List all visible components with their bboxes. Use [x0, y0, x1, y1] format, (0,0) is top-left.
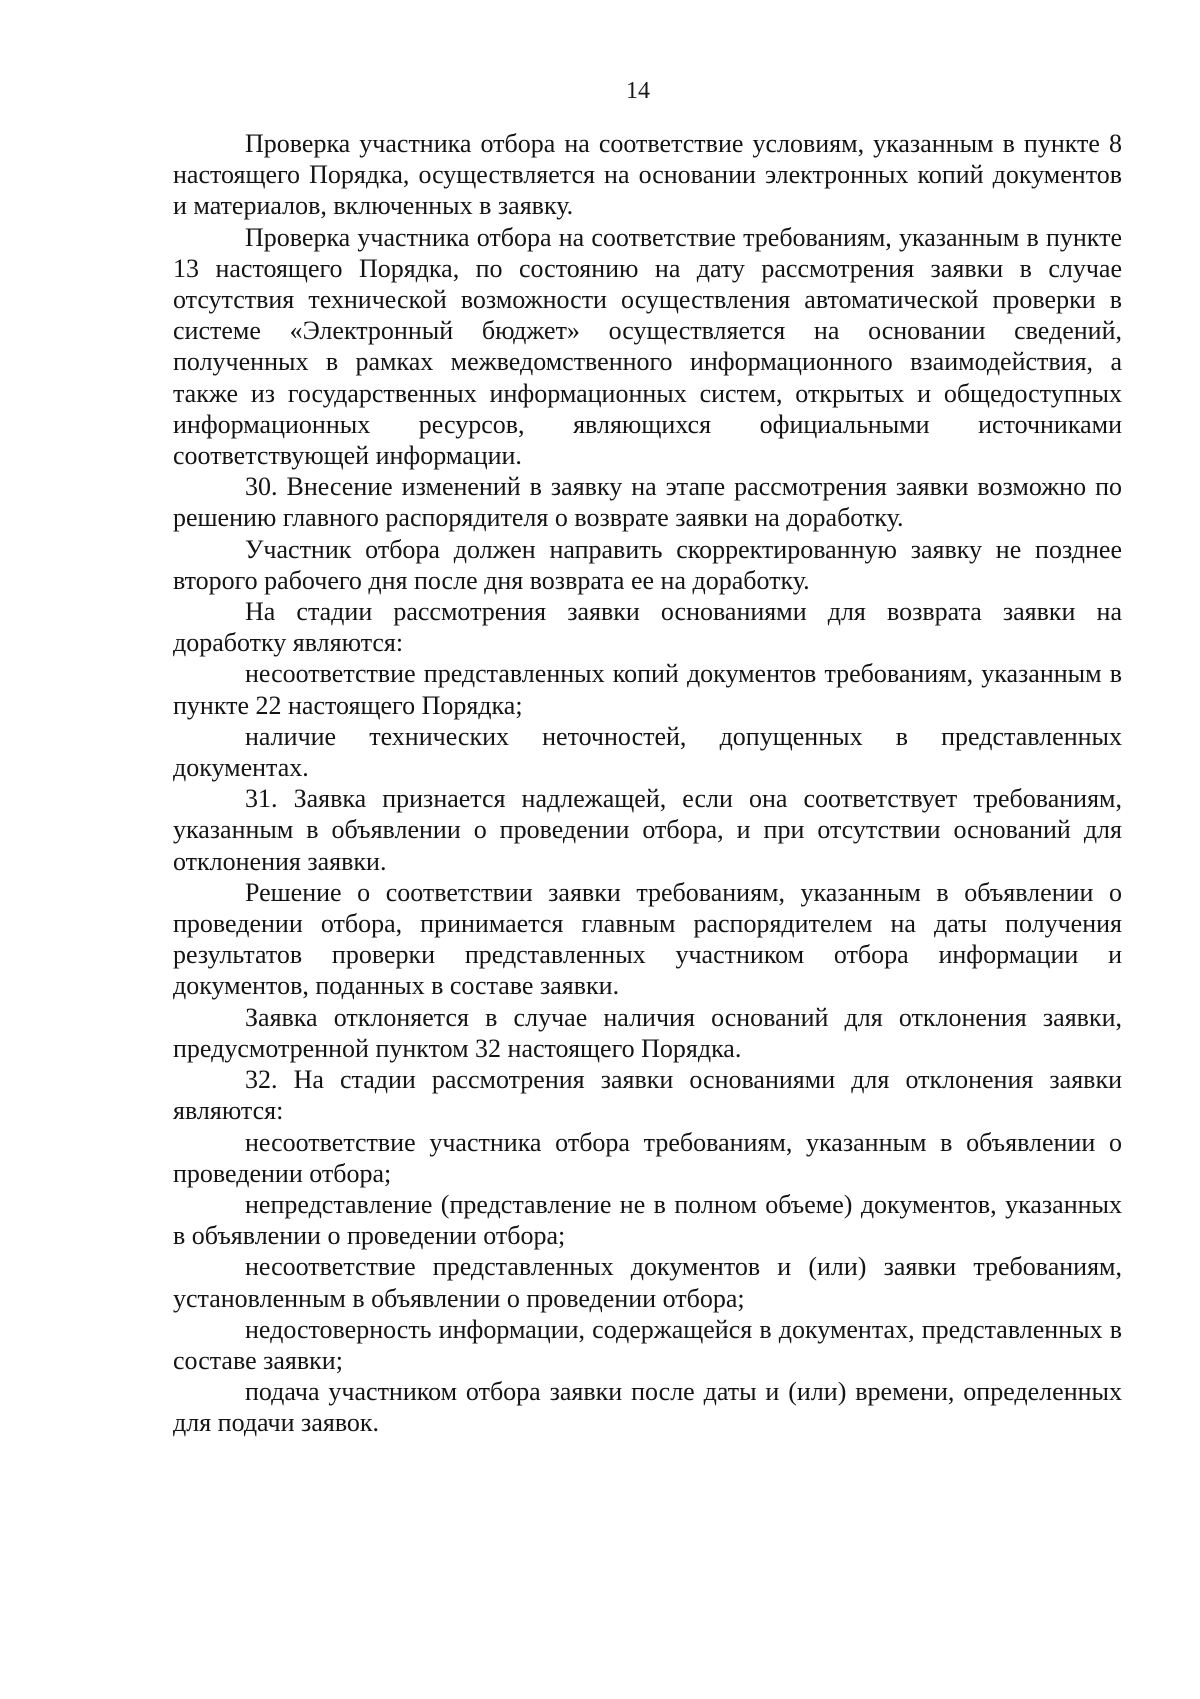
- paragraph-resubmission-deadline: Участник отбора должен направить скорректированную заявку не позднее второго рабочего дня после дня возврата ее на доработку.: [173, 534, 1122, 595]
- list-item-rejection-ground-1: несоответствие участника отбора требованиям, указанным в объявлении о проведении отбора;: [173, 1127, 1122, 1188]
- list-item-rejection-ground-3: несоответствие представленных документов и (или) заявки требованиям, установленным в объявлении о проведении отбора;: [173, 1252, 1122, 1313]
- paragraph-return-grounds-intro: На стадии рассмотрения заявки основаниями для возврата заявки на доработку являются:: [173, 597, 1122, 658]
- paragraph-compliance-decision: Решение о соответствии заявки требованиям, указанным в объявлении о проведении отбора, принимается главным распорядителем на даты получения результатов проверки представленных участником отбора информации и документов, поданных в составе заявки.: [173, 877, 1122, 1001]
- paragraph-clause-30: 30. Внесение изменений в заявку на этапе рассмотрения заявки возможно по решению главного распорядителя о возврате заявки на доработку.: [173, 472, 1122, 533]
- paragraph-rejection-rule: Заявка отклоняется в случае наличия оснований для отклонения заявки, предусмотренной пунктом 32 настоящего Порядка.: [173, 1002, 1122, 1063]
- list-item-rejection-ground-2: непредставление (представление не в полном объеме) документов, указанных в объявлении о проведении отбора;: [173, 1189, 1122, 1251]
- list-item-rejection-ground-4: недостоверность информации, содержащейся в документах, представленных в составе заявки;: [173, 1314, 1122, 1375]
- page-number: 14: [626, 78, 650, 104]
- paragraph-clause-32: 32. На стадии рассмотрения заявки основаниями для отклонения заявки являются:: [173, 1065, 1122, 1126]
- paragraph-clause-31: 31. Заявка признается надлежащей, если она соответствует требованиям, указанным в объявлении о проведении отбора, и при отсутствии оснований для отклонения заявки.: [173, 784, 1122, 876]
- list-item-return-ground-2: наличие технических неточностей, допущенных в представленных документах.: [173, 721, 1122, 783]
- document-body: [173, 128, 1122, 1439]
- paragraph-requirements-check: Проверка участника отбора на соответствие требованиям, указанным в пункте 13 настоящего Порядка, по состоянию на дату рассмотрения заявки в случае отсутствия технической возможности осуществления автоматической проверки в системе «Электронный бюджет» осуществляется на основании сведений, полученных в рамках межведомственного информационного взаимодействия, а также из государственных информационных систем, открытых и общедоступных информационных ресурсов, являющихся официальными источниками соответствующей информации.: [173, 222, 1122, 471]
- paragraph-eligibility-check: Проверка участника отбора на соответствие условиям, указанным в пункте 8 настоящего Порядка, осуществляется на основании электронных копий документов и материалов, включенных в заявку.: [173, 129, 1122, 221]
- list-item-return-ground-1: несоответствие представленных копий документов требованиям, указанным в пункте 22 настоящего Порядка;: [173, 659, 1122, 720]
- list-item-rejection-ground-5: подача участником отбора заявки после даты и (или) времени, определенных для подачи заявок.: [173, 1377, 1122, 1438]
